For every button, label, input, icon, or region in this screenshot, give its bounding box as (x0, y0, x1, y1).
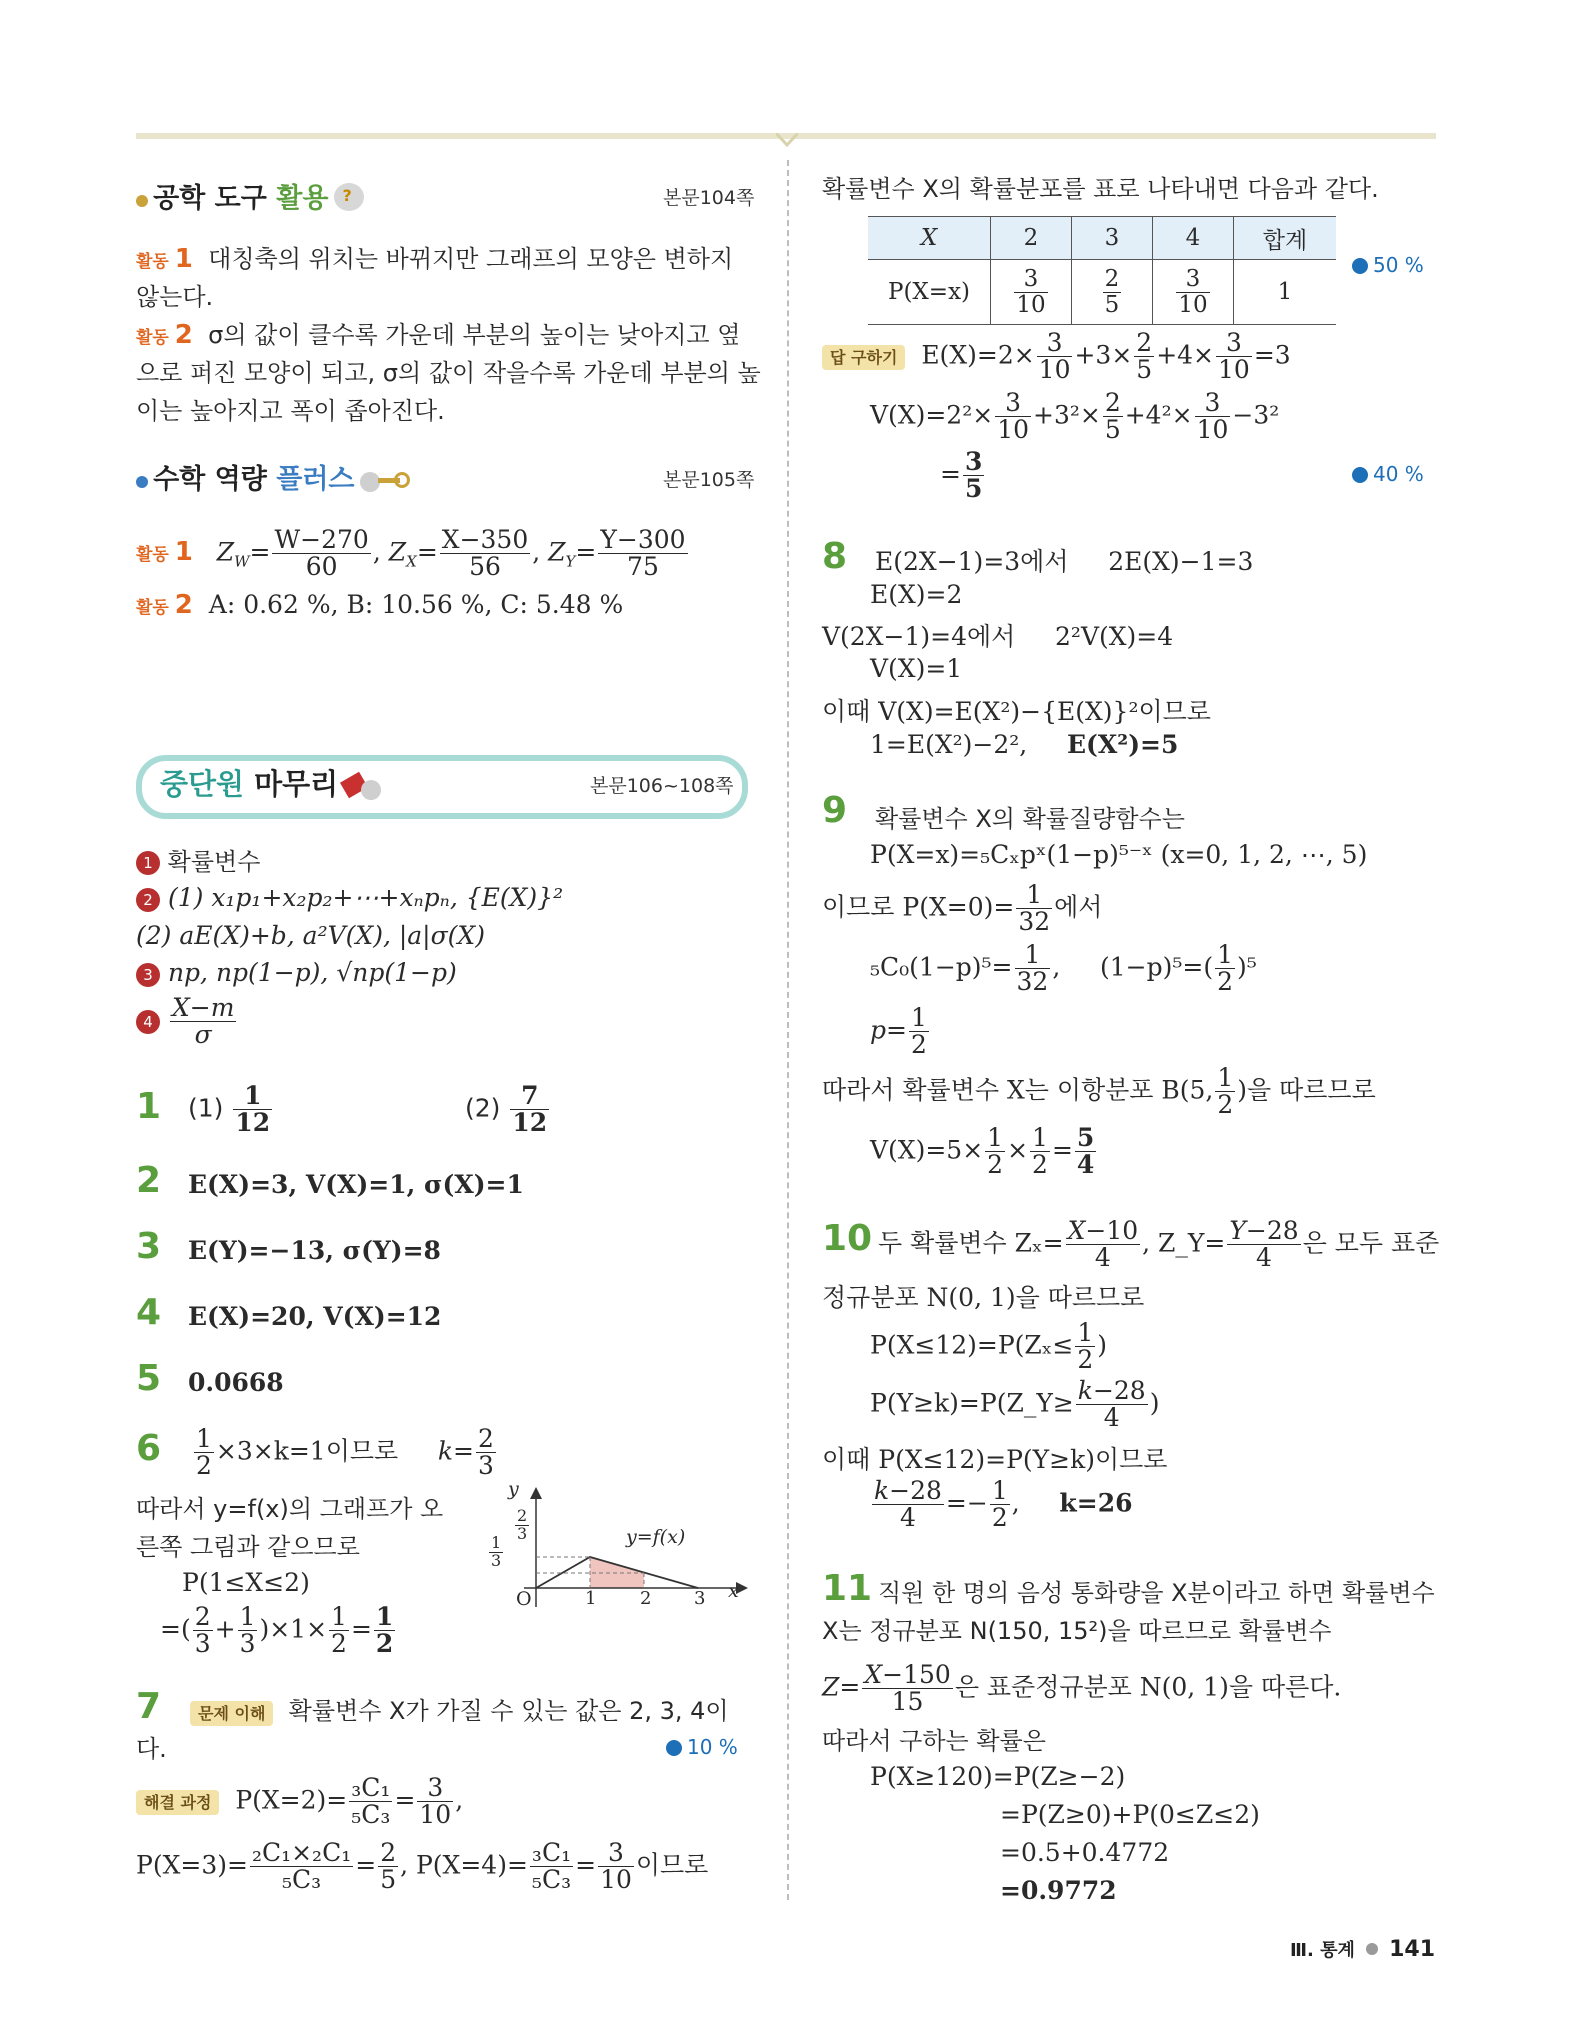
q9-line6: 따라서 확률변수 X는 이항분포 B(5, $\frac{1}{2}$ )을 따르므로 (822, 1063, 1376, 1120)
math-section-header (136, 457, 406, 496)
r-intro: 확률변수 X의 확률분포를 표로 나타내면 다음과 같다. (822, 175, 1379, 203)
q6-line1: $\frac{1}{2}$ ×3×k=1이므로 k= $\frac{2}{3}$ (196, 1424, 494, 1481)
q9: 9 (822, 790, 848, 831)
q9-line4: ₅C₀(1−p)⁵= $\frac{1}{32}$ , (1−p)⁵=( $\frac{1}{2}$ )⁵ (870, 940, 1257, 997)
q8: 8 (822, 536, 848, 577)
table-cell: $\frac{3}{10}$ (1153, 260, 1234, 325)
q6: 6 (136, 1428, 162, 1469)
q11-line4: 따라서 구하는 확률은 (822, 1727, 1046, 1755)
percent-icon (1352, 467, 1368, 483)
q7: 7 (136, 1686, 162, 1727)
q11-line8: =0.9772 (1000, 1876, 1117, 1905)
q6-line4: P(1≤X≤2) (182, 1568, 310, 1597)
activity-label: 활동 2 (136, 320, 193, 350)
distribution-table (868, 216, 1336, 325)
tool-activity-2-cont1: 으로 퍼진 모양이 되고, σ의 값이 작을수록 가운데 부분의 높 (136, 359, 761, 387)
tool-activity-2: 활동 2 σ의 값이 클수록 가운데 부분의 높이는 낮아지고 옆 (136, 320, 741, 350)
tool-activity-1: 활동 1 대칭축의 위치는 바뀌지만 그래프의 모양은 변하지 (136, 244, 734, 274)
eraser-icon (343, 768, 383, 800)
tool-section-ref: 본문104쪽 (663, 187, 755, 209)
q10-line6: $\frac{k-28}{4}$ =− $\frac{1}{2}$ , k=26 (874, 1476, 1133, 1533)
activity-label: 활동 1 (136, 244, 193, 274)
q2: 2 (136, 1160, 162, 1201)
q7-line4: P(X=3)= $\frac{\text{₂C₁×₂C₁}}{\text{₅C₃}}$ = $\frac{2}{5}$ , P(X=4)= $\frac{\text{₃C₁}}{\text{₅C₃}}$ = $\frac{3}{10}$ 이므로 (136, 1838, 709, 1895)
tool-activity-1-cont: 않는다. (136, 283, 214, 311)
graph-y-label: y (508, 1478, 519, 1500)
tag-problem: 문제 이해 (190, 1701, 273, 1726)
graph-origin: O (516, 1588, 532, 1610)
graph-curve-label: y=f(x) (626, 1526, 686, 1548)
q1-answer-b: (2) $\frac{7}{12}$ (465, 1081, 548, 1138)
table-cell: $\frac{3}{10}$ (991, 260, 1072, 325)
q8-line2: E(X)=2 (870, 580, 963, 609)
q11-line6: =P(Z≥0)+P(0≤Z≤2) (1000, 1800, 1260, 1829)
q6-line5: =( $\frac{2}{3}$ + $\frac{1}{3}$ )×1× $\frac{1}{2}$ = $\frac{1}{2}$ (160, 1602, 394, 1659)
q6-line2: 따라서 y=f(x)의 그래프가 오 (136, 1495, 444, 1523)
q9-line7: V(X)=5× $\frac{1}{2}$ × $\frac{1}{2}$ = $\frac{5}{4}$ (870, 1123, 1095, 1180)
q11-line2: X는 정규분포 N(150, 15²)을 따르므로 확률변수 (822, 1617, 1332, 1645)
percent-50: 50 % (1352, 253, 1424, 277)
graph-tick-1: 1 (585, 1588, 597, 1609)
q7-line2: 다. (136, 1735, 167, 1763)
tag-solve: 해결 과정 (136, 1790, 219, 1815)
activity-label: 활동 1 (136, 537, 193, 568)
r-expectation: 답 구하기 E(X)=2× $\frac{3}{10}$ +3× $\frac{2}{5}$ +4× $\frac{3}{10}$ =3 (822, 330, 1291, 384)
table-cell-total: 1 (1234, 260, 1337, 325)
tag-answer: 답 구하기 (822, 345, 905, 370)
r-variance-result: = $\frac{3}{5}$ (940, 447, 983, 504)
review-title: 중단원 마무리 (160, 762, 383, 803)
percent-40: 40 % (1352, 462, 1424, 486)
zy-fraction: $\frac{Y-300}{75}$ (600, 525, 686, 582)
q8-line6: 1=E(X²)−2², E(X²)=5 (870, 730, 1179, 759)
zx-fraction: $\frac{X-350}{56}$ (441, 525, 529, 582)
chapter-label: Ⅲ. 통계 (1290, 1940, 1355, 1961)
q8-line3: V(2X−1)=4에서 2²V(X)=4 (822, 622, 1174, 651)
page-footer (1290, 1936, 1435, 1962)
q4-answer: E(X)=20, V(X)=12 (188, 1302, 442, 1331)
bullet-dot (136, 195, 148, 207)
q7-line3: 해결 과정 P(X=2)= $\frac{\text{₃C₁}}{\text{₅C₃}}$ = $\frac{3}{10}$ , (136, 1775, 463, 1829)
graph-tick-2: 2 (640, 1588, 652, 1609)
q11-line5: P(X≥120)=P(Z≥−2) (870, 1762, 1126, 1791)
q10-line5: 이때 P(X≤12)=P(Y≥k)이므로 (822, 1445, 1168, 1474)
r-variance: V(X)=2²× $\frac{3}{10}$ +3²× $\frac{2}{5}$ +4²× $\frac{3}{10}$ −3² (870, 388, 1280, 445)
percent-icon (666, 1740, 682, 1756)
q9-line5: p= $\frac{1}{2}$ (870, 1003, 927, 1060)
table-header-x: X (868, 217, 991, 260)
math-section-ref: 본문105쪽 (663, 469, 755, 491)
q1: 1 (136, 1086, 162, 1127)
q2-answer: E(X)=3, V(X)=1, σ(X)=1 (188, 1170, 524, 1199)
review-item-1: 1 확률변수 (136, 843, 260, 881)
bullet-dot (136, 476, 148, 488)
activity-label: 활동 2 (136, 590, 193, 620)
q3: 3 (136, 1226, 162, 1267)
table-header-2: 2 (991, 217, 1072, 260)
tool-section-title: 공학 도구 활용 (153, 183, 329, 214)
review-item-3: 3 np, np(1−p), √np(1−p) (136, 958, 457, 987)
table-header-3: 3 (1072, 217, 1153, 260)
q10-line2: 정규분포 N(0, 1)을 따르므로 (822, 1283, 1145, 1312)
q11-line1: 직원 한 명의 음성 통화량을 X분이라고 하면 확률변수 (878, 1579, 1435, 1607)
table-header-4: 4 (1153, 217, 1234, 260)
graph-x-label: x (728, 1580, 739, 1602)
math-activity-2: 활동 2 A: 0.62 %, B: 10.56 %, C: 5.48 % (136, 590, 624, 620)
q3-answer: E(Y)=−13, σ(Y)=8 (188, 1236, 441, 1265)
q10-line3: P(X≤12)=P(Zₓ≤ $\frac{1}{2}$ ) (870, 1318, 1107, 1375)
column-divider (787, 160, 789, 1900)
review-item-4: 4 $\frac{X-m}{\sigma}$ (136, 995, 238, 1049)
q1-answer-a: (1) $\frac{1}{12}$ (188, 1081, 271, 1138)
q5-answer: 0.0668 (188, 1368, 284, 1397)
math-section-title: 수학 역량 플러스 (153, 464, 355, 495)
q10-line1: 두 확률변수 Zₓ= $\frac{X-10}{4}$ , Z_Y= $\frac{Y-28}{4}$ 은 모두 표준 (878, 1216, 1440, 1273)
q9-line1: 확률변수 X의 확률질량함수는 (875, 805, 1185, 833)
review-item-2b: (2) aE(X)+b, a²V(X), |a|σ(X) (136, 921, 485, 950)
q6-line3: 른쪽 그림과 같으므로 (136, 1533, 360, 1561)
table-header-total: 합계 (1234, 217, 1337, 260)
q8-line5: 이때 V(X)=E(X²)−{E(X)}²이므로 (822, 697, 1211, 726)
graph-tick-y1: $\frac{1}{3}$ (491, 1533, 502, 1570)
table-cell: $\frac{2}{5}$ (1072, 260, 1153, 325)
q9-line3: 이므로 P(X=0)= $\frac{1}{32}$ 에서 (822, 880, 1103, 937)
q11: 11 (822, 1568, 873, 1609)
q7-line1: 문제 이해 확률변수 X가 가질 수 있는 값은 2, 3, 4이 (190, 1692, 729, 1733)
magnifier-icon: ? (334, 183, 364, 211)
math-activity-1: 활동 1 $Z_W=$ $\frac{W-270}{60}$ , $Z_X=$ $\frac{X-350}{56}$ , $Z_Y=$ $\frac{Y-300}{75}$ (136, 525, 686, 582)
graph-tick-3: 3 (694, 1588, 706, 1609)
q9-line2: P(X=x)=₅Cₓpˣ(1−p)⁵⁻ˣ (x=0, 1, 2, ⋯, 5) (870, 840, 1368, 869)
key-icon (360, 466, 406, 492)
review-item-2: 2 (1) x₁p₁+x₂p₂+⋯+xₙpₙ, {E(X)}² (136, 883, 563, 912)
zw-fraction: $\frac{W-270}{60}$ (274, 525, 369, 582)
q11-line7: =0.5+0.4772 (1000, 1838, 1170, 1867)
table-row-label: P(X=x) (868, 260, 991, 325)
tool-section-header (136, 176, 364, 215)
footer-dot (1366, 1943, 1378, 1955)
q4: 4 (136, 1292, 162, 1333)
q8-line1: E(2X−1)=3에서 2E(X)−1=3 (875, 547, 1254, 576)
review-ref: 본문106~108쪽 (590, 775, 734, 797)
graph-tick-y2: $\frac{2}{3}$ (517, 1506, 528, 1543)
q5: 5 (136, 1358, 162, 1399)
tool-activity-2-cont2: 이는 높아지고 폭이 좁아진다. (136, 397, 445, 425)
q10: 10 (822, 1218, 873, 1259)
top-rule-notch (776, 133, 798, 147)
page-number: 141 (1389, 1937, 1436, 1962)
q10-line4: P(Y≥k)=P(Z_Y≥ $\frac{k-28}{4}$ ) (870, 1376, 1160, 1433)
q7-percent: 10 % (666, 1735, 738, 1759)
q11-line3: Z= $\frac{X-150}{15}$ 은 표준정규분포 N(0, 1)을 따른다. (822, 1660, 1342, 1717)
q8-line4: V(X)=1 (870, 654, 963, 683)
percent-icon (1352, 258, 1368, 274)
